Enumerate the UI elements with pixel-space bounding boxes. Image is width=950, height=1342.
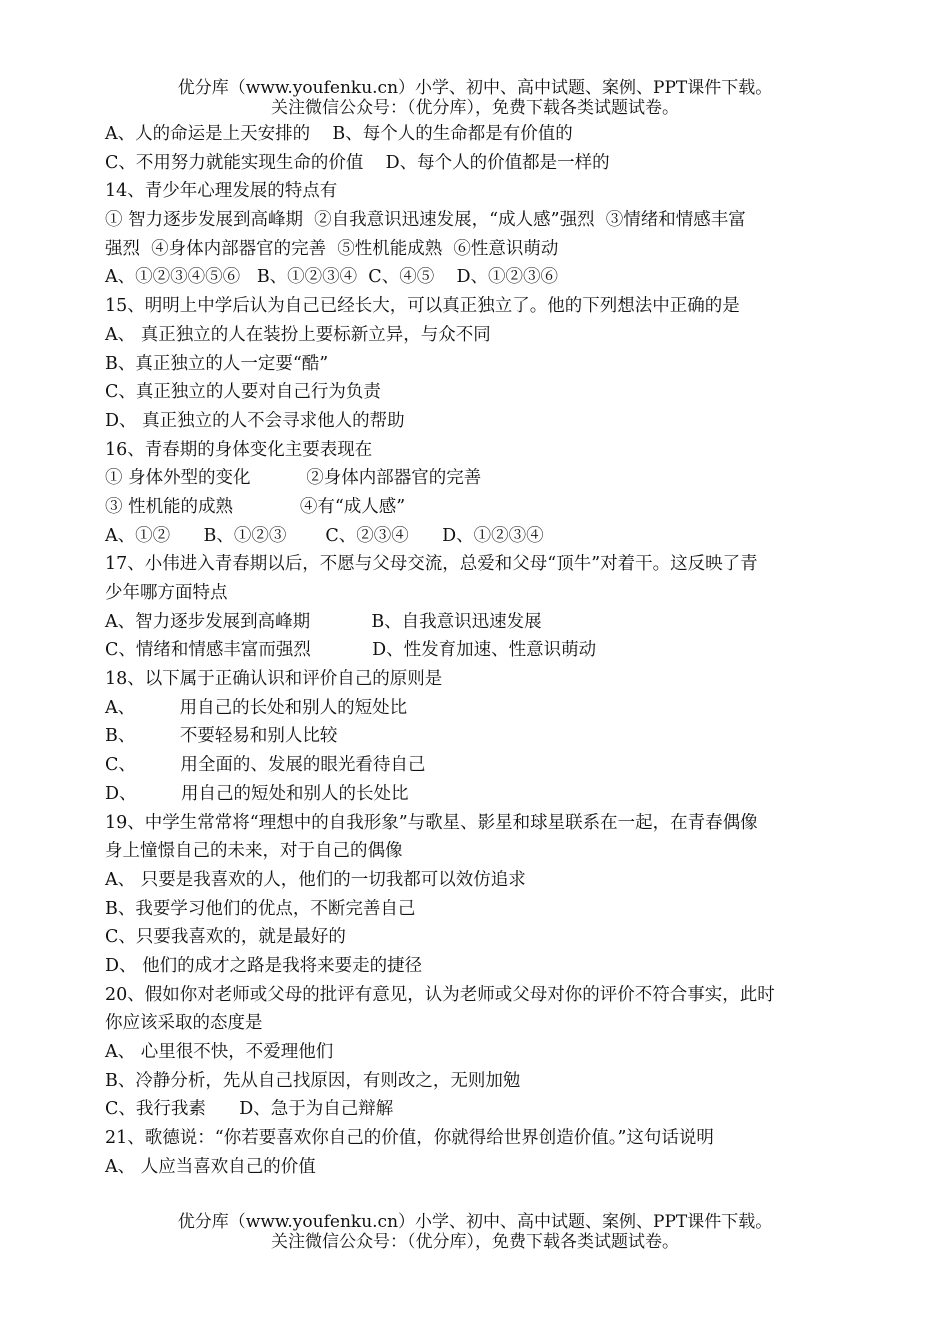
text-line: 少年哪方面特点: [105, 583, 228, 603]
text-line: C、只要我喜欢的，就是最好的: [105, 927, 346, 948]
text-line: 21、歌德说：“你若要喜欢你自己的价值，你就得给世界创造价值。”这句话说明: [105, 1128, 714, 1149]
header-line-1: 优分库（www.youfenku.cn）小学、初中、高中试题、案例、PPT课件下载。: [177, 78, 773, 98]
text-line: A、智力逐步发展到高峰期 B、自我意识迅速发展: [105, 611, 542, 632]
question-body: [105, 120, 850, 1181]
text-line: 17、小伟进入青春期以后，不愿与父母交流，总爱和父母“顶牛”对着干。这反映了青: [105, 554, 758, 575]
text-line: A、人的命运是上天安排的 B、每个人的生命都是有价值的: [105, 124, 573, 144]
text-line: 19、中学生常常将“理想中的自我形象”与歌星、影星和球星联系在一起，在青春偶像: [105, 812, 758, 833]
text-line: C、情绪和情感丰富而强烈 D、性发育加速、性意识萌动: [105, 640, 597, 661]
page-footer: [0, 1212, 950, 1252]
text-line: B、 不要轻易和别人比较: [105, 726, 338, 747]
text-line: B、我要学习他们的优点，不断完善自己: [105, 898, 416, 919]
text-line: A、 真正独立的人在装扮上要标新立异，与众不同: [105, 324, 491, 345]
text-line: 身上憧憬自己的未来，对于自己的偶像: [105, 841, 403, 862]
text-line: B、冷静分析，先从自己找原因，有则改之，无则加勉: [105, 1070, 521, 1091]
text-line: ① 身体外型的变化 ②身体内部器官的完善: [105, 468, 482, 489]
footer-line-2: 关注微信公众号：（优分库），免费下载各类试题试卷。: [271, 1232, 679, 1252]
text-line: 20、假如你对老师或父母的批评有意见，认为老师或父母对你的评价不符合事实，此时: [105, 984, 775, 1005]
text-line: A、 只要是我喜欢的人，他们的一切我都可以效仿追求: [105, 869, 526, 890]
text-line: A、 用自己的长处和别人的短处比: [105, 697, 408, 718]
text-line: D、 他们的成才之路是我将来要走的捷径: [105, 955, 423, 976]
text-line: A、 心里很不快，不爱理他们: [105, 1042, 334, 1062]
text-line: C、 用全面的、发展的眼光看待自己: [105, 755, 426, 776]
header-line-2: 关注微信公众号：（优分库），免费下载各类试题试卷。: [271, 98, 679, 118]
text-line: B、真正独立的人一定要“酷”: [105, 353, 329, 374]
text-line: C、真正独立的人要对自己行为负责: [105, 382, 381, 403]
text-line: 18、以下属于正确认识和评价自己的原则是: [105, 669, 443, 690]
text-line: 15、明明上中学后认为自己已经长大，可以真正独立了。他的下列想法中正确的是: [105, 296, 740, 317]
text-line: ① 智力逐步发展到高峰期 ②自我意识迅速发展，“成人感”强烈 ③情绪和情感丰富: [105, 210, 746, 231]
page-header: [0, 78, 950, 118]
text-line: A、①② B、①②③ C、②③④ D、①②③④: [105, 525, 544, 546]
text-line: C、我行我素 D、急于为自己辩解: [105, 1099, 394, 1120]
text-line: A、 人应当喜欢自己的价值: [105, 1156, 316, 1177]
footer-line-1: 优分库（www.youfenku.cn）小学、初中、高中试题、案例、PPT课件下载。: [177, 1212, 773, 1232]
text-line: C、不用努力就能实现生命的价值 D、每个人的价值都是一样的: [105, 152, 610, 173]
text-line: A、①②③④⑤⑥ B、①②③④ C、④⑤ D、①②③⑥: [105, 267, 558, 288]
text-line: 16、青春期的身体变化主要表现在: [105, 439, 373, 460]
text-line: 你应该采取的态度是: [105, 1013, 263, 1034]
text-line: D、 真正独立的人不会寻求他人的帮助: [105, 410, 405, 431]
text-line: 14、青少年心理发展的特点有: [105, 181, 338, 202]
text-line: ③ 性机能的成熟 ④有“成人感”: [105, 496, 406, 517]
text-line: D、 用自己的短处和别人的长处比: [105, 783, 409, 804]
text-line: 强烈 ④身体内部器官的完善 ⑤性机能成熟 ⑥性意识萌动: [105, 238, 559, 259]
